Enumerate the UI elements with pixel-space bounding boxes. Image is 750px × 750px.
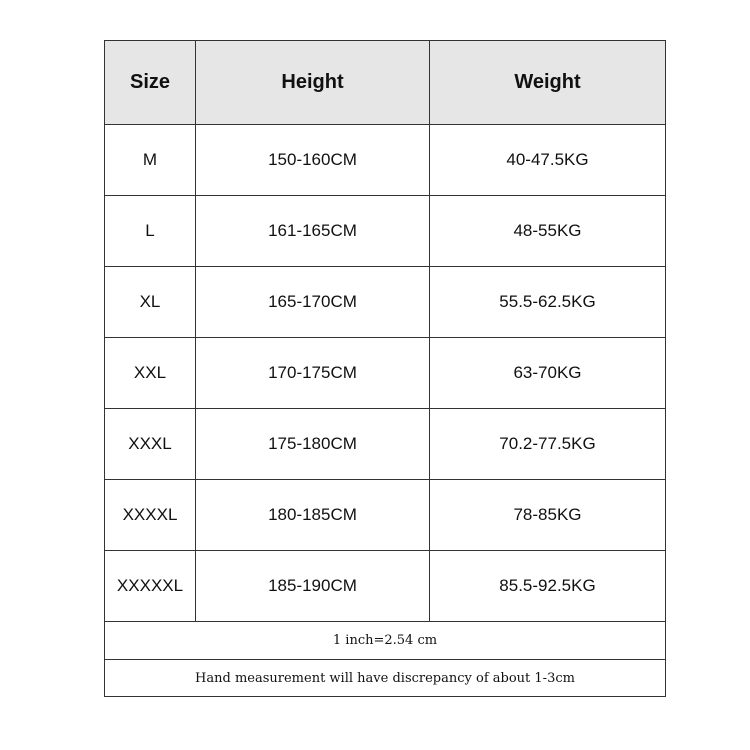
cell-weight: 63-70KG <box>430 338 666 409</box>
cell-height: 185-190CM <box>196 551 430 622</box>
table-row <box>105 125 666 196</box>
cell-size: L <box>105 196 196 267</box>
note-row-inch <box>105 622 666 660</box>
cell-weight: 48-55KG <box>430 196 666 267</box>
table-notes <box>105 622 666 697</box>
inch-conversion-note: 1 inch=2.54 cm <box>105 622 666 660</box>
cell-size: XXXL <box>105 409 196 480</box>
table-row <box>105 551 666 622</box>
table-body <box>105 125 666 622</box>
table-row <box>105 409 666 480</box>
header-height: Height <box>196 41 430 125</box>
table-row <box>105 267 666 338</box>
cell-size: XXXXL <box>105 480 196 551</box>
header-row <box>105 41 666 125</box>
measurement-discrepancy-note: Hand measurement will have discrepancy of about 1-3cm <box>105 660 666 697</box>
size-chart-table <box>104 40 666 697</box>
cell-height: 170-175CM <box>196 338 430 409</box>
cell-size: XL <box>105 267 196 338</box>
cell-weight: 70.2-77.5KG <box>430 409 666 480</box>
note-row-hand <box>105 660 666 697</box>
cell-height: 161-165CM <box>196 196 430 267</box>
cell-weight: 78-85KG <box>430 480 666 551</box>
cell-size: XXL <box>105 338 196 409</box>
cell-height: 165-170CM <box>196 267 430 338</box>
cell-size: M <box>105 125 196 196</box>
cell-height: 175-180CM <box>196 409 430 480</box>
table-row <box>105 338 666 409</box>
table-row <box>105 480 666 551</box>
cell-height: 180-185CM <box>196 480 430 551</box>
table-row <box>105 196 666 267</box>
cell-weight: 85.5-92.5KG <box>430 551 666 622</box>
header-weight: Weight <box>430 41 666 125</box>
cell-weight: 40-47.5KG <box>430 125 666 196</box>
cell-height: 150-160CM <box>196 125 430 196</box>
header-size: Size <box>105 41 196 125</box>
cell-size: XXXXXL <box>105 551 196 622</box>
table-header <box>105 41 666 125</box>
cell-weight: 55.5-62.5KG <box>430 267 666 338</box>
